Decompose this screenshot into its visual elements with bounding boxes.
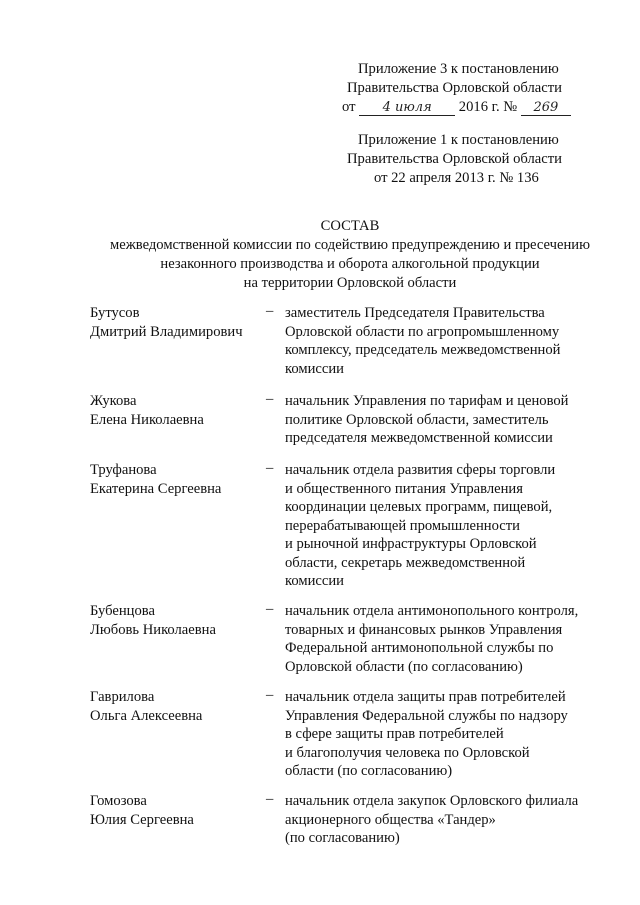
member-position-line: области, секретарь межведомственной [285,554,526,571]
date-prefix: от [342,99,356,115]
member-name [90,304,270,341]
date-blank [359,100,455,116]
member-position-line: начальник Управления по тарифам и ценовой [285,393,569,409]
handwritten-date: 4 июля [382,100,432,115]
annex-original-line3: от 22 апреля 2013 г. № 136 [374,170,539,186]
member-dash: – [266,460,274,476]
member-given-names: Елена Николаевна [90,411,204,428]
member-position [285,688,615,781]
member-position-line: товарных и финансовых рынков Управления [285,621,563,638]
member-dash: – [266,601,274,617]
member-name [90,392,270,429]
member-position-line: начальник отдела защиты прав потребителей [285,689,566,705]
title-line1: межведомственной комиссии по содействию предупреждению и пресечению [109,237,590,253]
member-position-line: комиссии [285,573,344,589]
member-dash: – [266,791,274,807]
member-given-names: Юлия Сергеевна [90,811,194,828]
member-position-line: начальник отдела развития сферы торговли [285,462,556,478]
title-line2: незаконного производства и оборота алкогольной продукции [160,256,540,272]
member-name [90,461,270,498]
member-position-line: и общественного питания Управления [285,480,523,497]
member-given-names: Любовь Николаевна [90,621,216,638]
member-position-line: Орловской области (по согласованию) [285,658,523,675]
annex-current-line1: Приложение 3 к постановлению [358,61,559,77]
title-line3: на территории Орловской области [243,275,457,291]
member-position-line: (по согласованию) [285,830,400,846]
member-dash: – [266,687,274,703]
member-dash: – [266,391,274,407]
member-given-names: Ольга Алексеевна [90,707,203,724]
member-position [285,792,615,848]
member-position-line: заместитель Председателя Правительства [285,305,545,321]
member-position-line: председателя межведомственной комиссии [285,430,553,446]
member-given-names: Дмитрий Владимирович [90,323,243,340]
member-name [90,792,270,829]
member-surname: Труфанова [90,462,157,478]
member-surname: Жукова [90,393,137,409]
member-position-line: и благополучия человека по Орловской [285,744,530,761]
annex-original-line2: Правительства Орловской области [347,151,562,167]
member-position-line: политике Орловской области, заместитель [285,411,549,428]
member-position-line: акционерного общества «Тандер» [285,811,496,828]
annex-original-line1: Приложение 1 к постановлению [358,132,559,148]
member-position [285,392,615,448]
title-heading: СОСТАВ [320,218,380,234]
document-title [60,217,640,293]
member-position-line: начальник отдела закупок Орловского филиала [285,793,579,809]
member-position-line: Орловской области по агропромышленному [285,323,560,340]
member-position-line: Управления Федеральной службы по надзору [285,707,568,724]
member-position-line: и рыночной инфраструктуры Орловской [285,536,537,552]
member-surname: Гомозова [90,793,147,809]
member-position [285,602,615,676]
date-suffix: 2016 г. № [458,99,518,115]
number-blank [521,100,571,116]
member-position [285,304,615,378]
member-position-line: начальник отдела антимонопольного контроля, [285,603,579,619]
handwritten-number: 269 [533,100,559,115]
annex-current-date-line [342,98,571,117]
member-position-line: комиссии [285,360,344,377]
member-position-line: области (по согласованию) [285,763,453,779]
member-position-line: в сфере защиты прав потребителей [285,726,504,742]
member-surname: Гаврилова [90,689,155,705]
member-surname: Бубенцова [90,603,155,619]
member-dash: – [266,303,274,319]
member-surname: Бутусов [90,305,140,321]
member-position-line: Федеральной антимонопольной службы по [285,640,554,656]
member-position-line: перерабатывающей промышленности [285,517,520,534]
member-given-names: Екатерина Сергеевна [90,480,222,497]
member-position [285,461,615,591]
member-name [90,688,270,725]
member-name [90,602,270,639]
member-position-line: координации целевых программ, пищевой, [285,499,553,515]
member-position-line: комплексу, председатель межведомственной [285,342,561,358]
annex-current-line2: Правительства Орловской области [347,80,562,96]
